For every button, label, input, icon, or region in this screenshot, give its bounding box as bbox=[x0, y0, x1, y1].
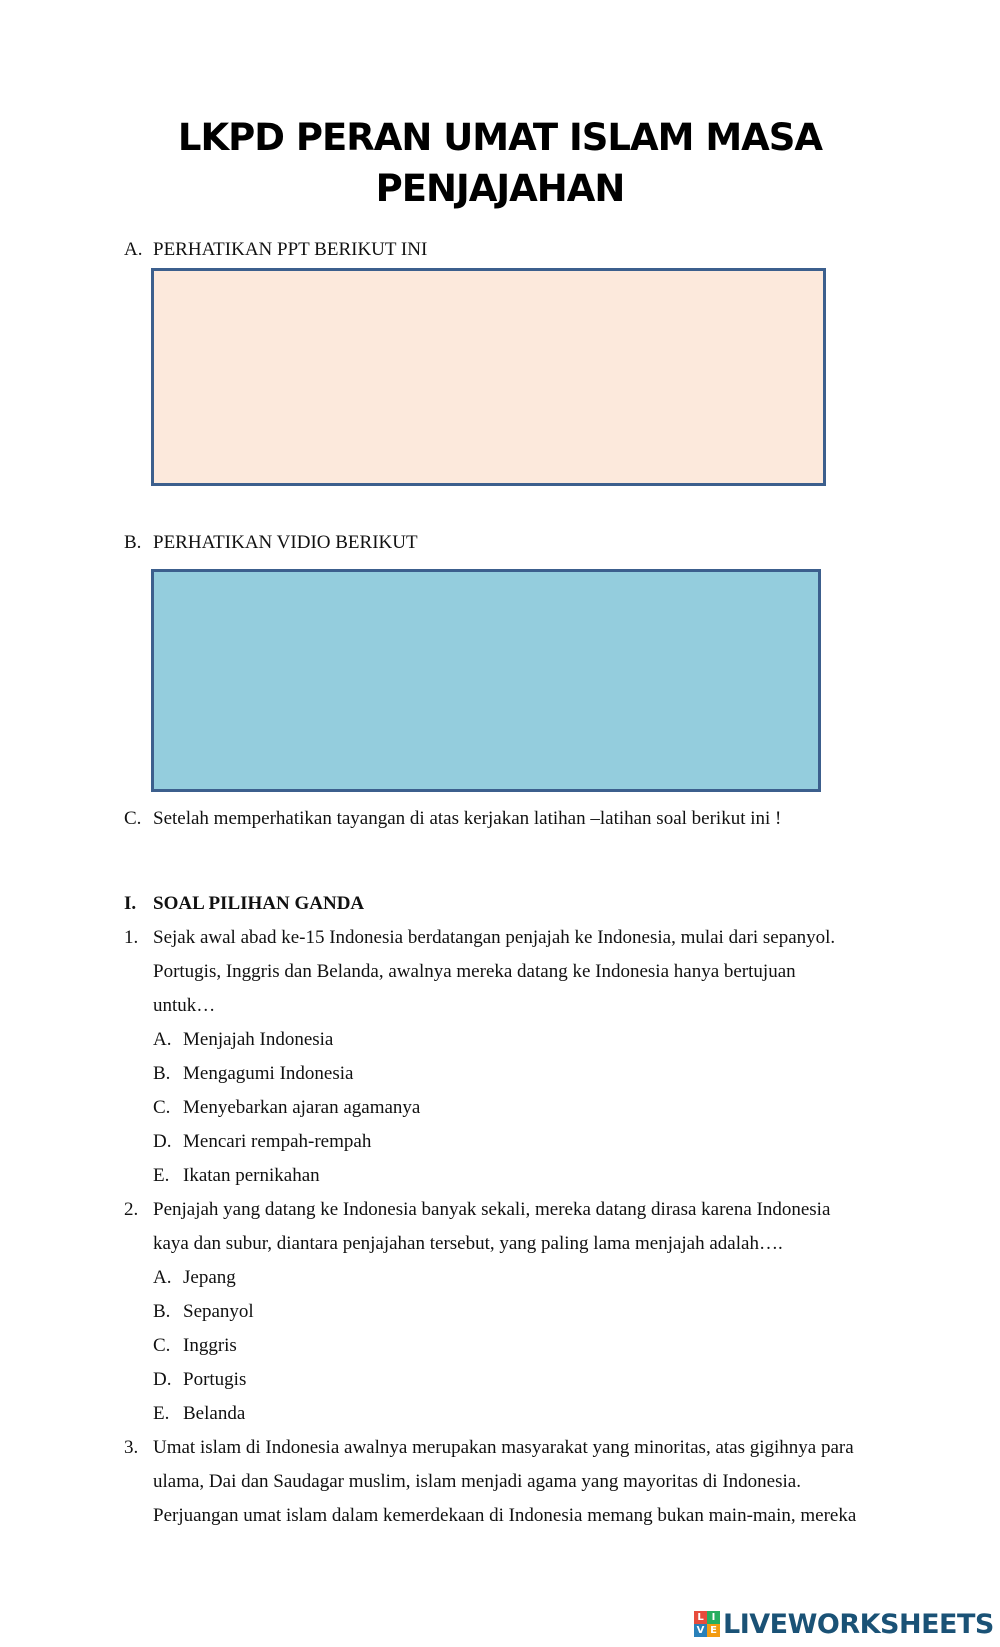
question-3-line-2: ulama, Dai dan Saudagar muslim, islam menjadi agama yang mayoritas di Indonesia. bbox=[153, 1471, 801, 1492]
option-letter: E. bbox=[153, 1403, 170, 1424]
option-text: Mencari rempah-rempah bbox=[183, 1131, 372, 1152]
worksheet-title bbox=[0, 112, 1000, 214]
question-1-line-3: untuk… bbox=[153, 995, 216, 1016]
question-1-line-1: Sejak awal abad ke-15 Indonesia berdatangan penjajah ke Indonesia, mulai dari sepanyol. bbox=[153, 927, 836, 948]
section-a-text: PERHATIKAN PPT BERIKUT INI bbox=[153, 239, 428, 260]
question-3-line-1: Umat islam di Indonesia awalnya merupakan masyarakat yang minoritas, atas gigihnya para bbox=[153, 1437, 854, 1458]
option-letter: B. bbox=[153, 1301, 171, 1322]
logo-letter: L bbox=[694, 1611, 707, 1624]
option-letter: D. bbox=[153, 1131, 172, 1152]
logo-letter: I bbox=[707, 1611, 720, 1624]
worksheet-title-line-2: PENJAJAHAN bbox=[375, 167, 625, 210]
question-1-number: 1. bbox=[124, 927, 139, 948]
option-letter: C. bbox=[153, 1335, 171, 1356]
option-text: Jepang bbox=[183, 1267, 236, 1288]
section-a-marker: A. bbox=[124, 239, 143, 260]
option-text: Mengagumi Indonesia bbox=[183, 1063, 354, 1084]
question-3-number: 3. bbox=[124, 1437, 139, 1458]
part-1-marker: I. bbox=[124, 893, 137, 914]
question-2-line-2: kaya dan subur, diantara penjajahan tersebut, yang paling lama menjajah adalah…. bbox=[153, 1233, 783, 1254]
question-3-line-3: Perjuangan umat islam dalam kemerdekaan di Indonesia memang bukan main-main, mereka bbox=[153, 1505, 857, 1526]
option-letter: D. bbox=[153, 1369, 172, 1390]
option-text: Inggris bbox=[183, 1335, 237, 1356]
logo-letter: E bbox=[707, 1624, 720, 1637]
question-2-line-1: Penjajah yang datang ke Indonesia banyak sekali, mereka datang dirasa karena Indonesia bbox=[153, 1199, 831, 1220]
logo-letter: V bbox=[694, 1624, 707, 1637]
option-text: Ikatan pernikahan bbox=[183, 1165, 320, 1186]
option-text: Menyebarkan ajaran agamanya bbox=[183, 1097, 421, 1118]
question-1-line-2: Portugis, Inggris dan Belanda, awalnya mereka datang ke Indonesia hanya bertujuan bbox=[153, 961, 796, 982]
option-letter: C. bbox=[153, 1097, 171, 1118]
section-c-text: Setelah memperhatikan tayangan di atas kerjakan latihan –latihan soal berikut ini ! bbox=[153, 808, 782, 829]
liveworksheets-logo bbox=[694, 1608, 994, 1640]
option-text: Sepanyol bbox=[183, 1301, 254, 1322]
liveworksheets-brand-text: LIVEWORKSHEETS bbox=[723, 1608, 994, 1640]
section-b-text: PERHATIKAN VIDIO BERIKUT bbox=[153, 532, 418, 553]
worksheet-title-line-1: LKPD PERAN UMAT ISLAM MASA bbox=[177, 116, 823, 159]
option-letter: A. bbox=[153, 1267, 172, 1288]
question-2-number: 2. bbox=[124, 1199, 139, 1220]
option-letter: A. bbox=[153, 1029, 172, 1050]
option-text: Menjajah Indonesia bbox=[183, 1029, 334, 1050]
video-embed-box[interactable] bbox=[151, 569, 821, 792]
ppt-embed-box[interactable] bbox=[151, 268, 826, 486]
part-1-title: SOAL PILIHAN GANDA bbox=[153, 893, 365, 914]
option-text: Belanda bbox=[183, 1403, 246, 1424]
option-text: Portugis bbox=[183, 1369, 247, 1390]
liveworksheets-logo-icon bbox=[694, 1611, 720, 1637]
option-letter: B. bbox=[153, 1063, 171, 1084]
section-b-marker: B. bbox=[124, 532, 142, 553]
section-c-marker: C. bbox=[124, 808, 142, 829]
option-letter: E. bbox=[153, 1165, 170, 1186]
